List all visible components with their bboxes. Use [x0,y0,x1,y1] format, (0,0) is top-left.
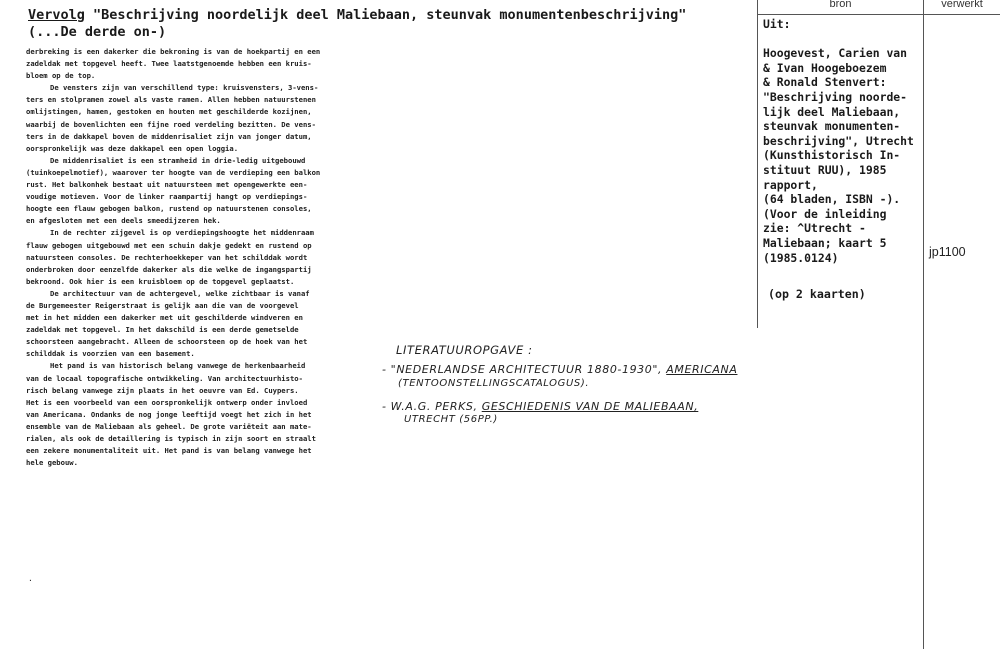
body-line: hoogte een flauw gebogen balkon, rustend op natuurstenen consoles, [26,204,312,214]
handwritten-item-2 [382,400,698,413]
column-header-verwerkt: verwerkt [941,0,983,10]
handwritten-item-1-text: - "NEDERLANDSE ARCHITECTUUR 1880-1930", [382,363,663,376]
description-body [26,46,381,469]
source-line: beschrijving", Utrecht [763,133,914,148]
body-line: ters in de dakkapel boven de middenrisaliet zijn van jonger datum, [26,131,312,141]
document-title [28,7,758,23]
source-line: Hoogevest, Carien van [763,46,908,61]
body-line: De middenrisaliet is een stramheid in drie-ledig uitgebouwd [50,155,306,165]
body-line: met in het midden een dakerker met uit geschilderde windveren en [26,313,303,323]
body-line: flauw gebogen uitgebouwd met een schuin dakje gedekt en rustend op [26,240,312,250]
source-line: & Ivan Hoogeboezem [763,60,887,75]
body-line: De architectuur van de achtergevel, welke zichtbaar is vanaf [50,288,310,298]
verwerkt-code: jp1100 [929,245,966,259]
body-line: van Americana. Ondanks de nog jonge leeftijd voegt het zich in het [26,409,312,419]
body-line: voudige motieven. Voor de linker raampartij hangt op verdiepings- [26,192,308,202]
source-line: & Ronald Stenvert: [763,75,887,90]
source-line: lijk deel Maliebaan, [763,104,901,119]
handwritten-heading: LITERATUUROPGAVE : [396,343,533,357]
source-line: zie: ^Utrecht - [763,221,866,236]
source-line: (Kunsthistorisch In- [763,148,901,163]
source-line: (64 bladen, ISBN -). [763,192,901,207]
body-line: schilddak is voorzien van een basement. [26,349,195,359]
source-line: (1985.0124) [763,250,839,265]
body-line: ensemble van de Maliebaan als geheel. De grote variëteit aan mate- [26,421,312,431]
body-line: natuursteen consoles. De rechterhoekkeper van het schilddak wordt [26,252,308,262]
body-line: Het pand is van historisch belang vanwege de herkenbaarheid [50,361,306,371]
stray-mark: · [28,576,33,585]
body-line: van de locaal topografische ontwikkeling. Van architectuurhisto- [26,373,303,383]
source-note: (op 2 kaarten) [768,287,866,301]
source-line: Maliebaan; kaart 5 [763,235,887,250]
body-line: ters en stolpramen zowel als vaste ramen. Allen hebben natuurstenen [26,95,316,105]
body-line: de Burgemeester Reigerstraat is gelijk aan die van de voorgevel [26,300,299,310]
body-line: rust. Het balkonhek bestaat uit natuursteen met opengewerkte een- [26,180,308,190]
panel-header-rule [757,14,1000,15]
source-line: "Beschrijving noorde- [763,89,908,104]
handwritten-item-2-line2: UTRECHT (56PP.) [404,414,498,425]
body-line: omlijstingen, hamen, gestoken en houten met geschilderde kozijnen, [26,107,312,117]
body-line: (tuinkoepelmotief), waarover ter hoogte van de verdieping een balkon [26,167,321,177]
body-line: zadeldak met topgevel heeft. Twee laatstgenoemde hebben een kruis- [26,59,312,69]
handwritten-item-2-underlined: GESCHIEDENIS VAN DE MALIEBAAN, [481,400,699,413]
document-subtitle: (...De derde on-) [28,24,167,40]
body-line: De vensters zijn van verschillend type: kruisvensters, 3-vens- [50,83,319,93]
body-line: risch belang vanwege zijn plaats in het oeuvre van Ed. Cuypers. [26,385,299,395]
handwritten-item-1 [382,363,737,376]
body-line: een zekere monumentaliteit uit. Het pand is van belang vanwege het [26,446,312,456]
handwritten-item-2-text: - W.A.G. PERKS, [382,400,478,413]
source-line [763,32,925,47]
body-line: Het is een voorbeeld van een oorspronkelijk ontwerp onder invloed [26,397,308,407]
panel-header [758,0,1000,15]
body-line: bloem op de top. [26,71,96,81]
body-line: bekroond. Ook hier is een kruisbloem op de topgevel geplaatst. [26,276,295,286]
source-line: (Voor de inleiding [763,206,887,221]
body-line: In de rechter zijgevel is op verdiepingshoogte het middenraam [50,228,314,238]
body-line: onderbroken door eenzelfde dakerker als die welke de ingangspartij [26,264,312,274]
handwritten-item-1-line2: (TENTOONSTELLINGSCATALOGUS). [398,378,590,389]
panel-left-border [757,0,758,328]
body-line: waarbij de bovenlichten een fijne roed verdeling bezitten. De vens- [26,119,316,129]
body-line: derbreking is een dakerker die bekroning is van de hoekpartij en een [26,47,321,56]
body-line: zadeldak met topgevel. In het dakschild is een derde gemetselde [26,325,299,335]
body-line: oorspronkelijk was deze dakkapel een open loggia. [26,143,239,153]
document-title-text: "Beschrijving noordelijk deel Maliebaan, steunvak monumentenbeschrijving" [93,7,687,23]
vervolg-label: Vervolg [28,7,85,23]
body-line: en afgesloten met een deels smeedijzeren hek. [26,216,221,226]
handwritten-item-1-underlined: AMERICANA [666,363,738,376]
source-line: steunvak monumenten- [763,119,901,134]
source-line: stituut RUU), 1985 [763,162,887,177]
body-line: schoorsteen aangebracht. Alleen de schoorsteen op de hoek van het [26,337,308,347]
source-line: rapport, [763,177,818,192]
body-line: rialen, als ook de detaillering is typisch in zijn soort en straalt [26,434,316,443]
source-citation [763,17,925,265]
source-line: Uit: [763,17,791,31]
body-line: hele gebouw. [26,458,78,468]
column-header-bron: bron [829,0,852,10]
